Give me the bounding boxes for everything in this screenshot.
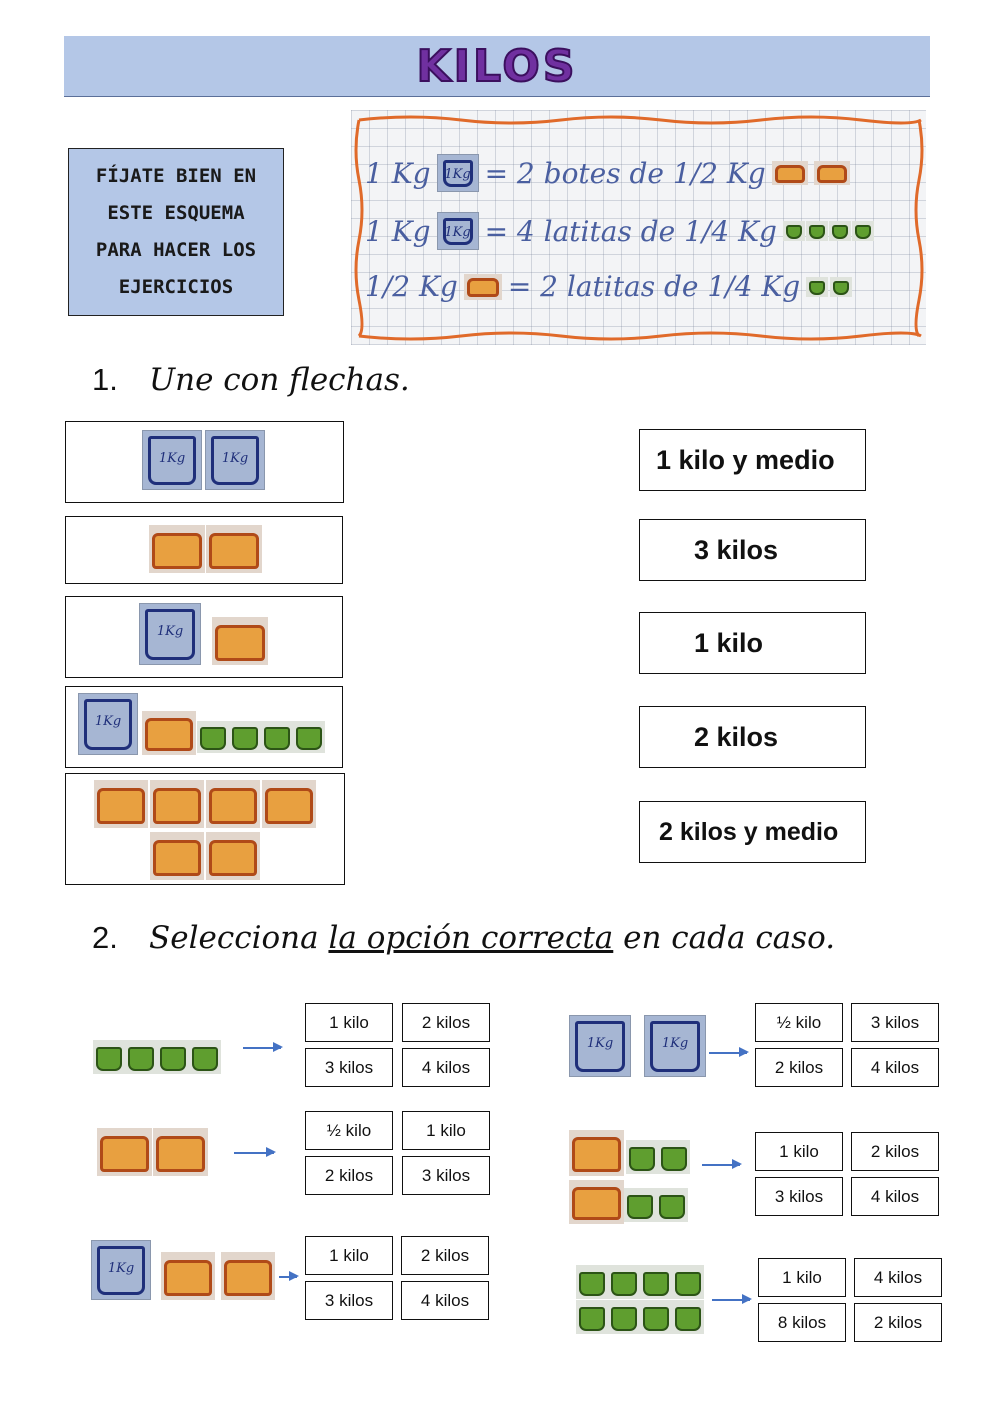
picture-box-5[interactable]	[65, 773, 345, 885]
option-label: 4 kilos	[421, 1057, 471, 1077]
option-button[interactable]	[755, 1003, 843, 1042]
pot-icon	[94, 780, 148, 828]
option-label: 3 kilos	[421, 1165, 471, 1185]
hint-line: ESTE ESQUEMA	[107, 202, 245, 224]
can-icon	[830, 277, 852, 297]
pot-icon	[772, 161, 808, 185]
answer-label: 2 kilos	[694, 721, 779, 752]
can-icon	[852, 221, 874, 241]
picture-box-3[interactable]	[65, 596, 343, 678]
can-icon	[93, 1040, 125, 1074]
option-button[interactable]	[401, 1281, 489, 1320]
can-icon	[640, 1300, 672, 1334]
hint-text	[96, 158, 256, 306]
arrow-icon	[234, 1152, 274, 1154]
option-label: 1 kilo	[779, 1141, 819, 1161]
exercise-2-instruction-start: Selecciona	[149, 920, 329, 956]
can-icon	[658, 1140, 690, 1174]
pot-icon	[814, 161, 850, 185]
arrow-icon	[243, 1047, 281, 1049]
scheme-row-left: 1 Kg	[365, 156, 431, 190]
option-button[interactable]	[854, 1258, 942, 1297]
option-button[interactable]	[755, 1048, 843, 1087]
can-icon	[640, 1265, 672, 1299]
option-button[interactable]	[305, 1003, 393, 1042]
jar-icon	[644, 1015, 706, 1077]
option-label: 4 kilos	[873, 1267, 923, 1287]
can-icon	[197, 721, 229, 753]
scheme-row	[365, 154, 850, 192]
option-label: 2 kilos	[873, 1312, 923, 1332]
scheme-row-left: 1/2 Kg	[365, 270, 458, 303]
option-label: 4 kilos	[870, 1186, 920, 1206]
exercise-2-title	[92, 920, 835, 956]
can-icon	[608, 1300, 640, 1334]
answer-label: 1 kilo	[694, 627, 764, 658]
pot-icon	[153, 1128, 208, 1176]
picture-box-1[interactable]	[65, 421, 344, 503]
jar-icon	[139, 603, 201, 665]
pot-icon	[221, 1252, 275, 1300]
answer-box-1[interactable]	[639, 429, 866, 491]
exercise-2-number: 2.	[92, 920, 118, 955]
option-label: 3 kilos	[324, 1057, 374, 1077]
can-icon	[829, 221, 851, 241]
option-button[interactable]	[305, 1281, 393, 1320]
can-icons	[806, 277, 854, 297]
scheme-row-right: = 4 latitas de 1/4 Kg	[484, 214, 777, 248]
pot-icon	[97, 1128, 152, 1176]
can-icon	[157, 1040, 189, 1074]
option-label: 2 kilos	[324, 1165, 374, 1185]
pot-icon	[150, 832, 204, 880]
option-button[interactable]	[305, 1236, 393, 1275]
option-label: 4 kilos	[870, 1057, 920, 1077]
pot-icon	[149, 525, 205, 573]
answer-box-3[interactable]	[639, 612, 866, 674]
option-button[interactable]	[305, 1156, 393, 1195]
option-button[interactable]	[305, 1111, 393, 1150]
option-label: 2 kilos	[870, 1141, 920, 1161]
jar-icon	[437, 212, 479, 250]
option-label: 3 kilos	[870, 1012, 920, 1032]
pot-icon	[212, 617, 268, 665]
can-icon	[783, 221, 805, 241]
title-bar	[64, 36, 930, 97]
option-label: 1 kilo	[329, 1012, 369, 1032]
arrow-icon	[279, 1276, 297, 1278]
can-icon	[125, 1040, 157, 1074]
pot-icon	[142, 711, 196, 755]
scheme-image	[351, 110, 926, 345]
option-label: 1 kilo	[782, 1267, 822, 1287]
option-button[interactable]	[851, 1177, 939, 1216]
pot-icon	[206, 832, 260, 880]
can-icon	[576, 1300, 608, 1334]
answer-box-4[interactable]	[639, 706, 866, 768]
option-button[interactable]	[401, 1236, 489, 1275]
can-icon	[229, 721, 261, 753]
jar-icon	[142, 430, 202, 490]
pot-icon	[150, 780, 204, 828]
scheme-row-left: 1 Kg	[365, 214, 431, 248]
hint-line: PARA HACER LOS	[95, 239, 257, 261]
option-button[interactable]	[851, 1048, 939, 1087]
can-icon	[806, 221, 828, 241]
option-label: 1 kilo	[426, 1120, 466, 1140]
option-label: 2 kilos	[774, 1057, 824, 1077]
can-icon	[608, 1265, 640, 1299]
exercise-2-instruction-underlined: la opción correcta	[328, 920, 614, 956]
option-button[interactable]	[305, 1048, 393, 1087]
can-icon	[626, 1140, 658, 1174]
exercise-1-instruction: Une con flechas.	[149, 362, 410, 398]
can-icon	[672, 1300, 704, 1334]
answer-label: 2 kilos y medio	[659, 817, 839, 846]
scheme-row-right: = 2 latitas de 1/4 Kg	[507, 270, 801, 303]
pot-icon	[464, 274, 502, 300]
option-label: 2 kilos	[421, 1012, 471, 1032]
can-icon	[806, 277, 828, 297]
option-label: 8 kilos	[777, 1312, 827, 1332]
hint-line: FÍJATE BIEN EN	[95, 165, 257, 187]
page-title: KILOS	[416, 40, 578, 92]
option-label: 3 kilos	[324, 1290, 374, 1310]
can-icon	[293, 721, 325, 753]
jar-icon	[569, 1015, 631, 1077]
arrow-icon	[709, 1052, 747, 1054]
option-label: ½ kilo	[776, 1012, 822, 1032]
option-button[interactable]	[758, 1303, 846, 1342]
option-label: 4 kilos	[420, 1290, 470, 1310]
answer-label: 3 kilos	[694, 534, 779, 565]
can-icon	[576, 1265, 608, 1299]
can-icon	[624, 1188, 656, 1222]
arrow-icon	[712, 1299, 750, 1301]
can-icon	[656, 1188, 688, 1222]
option-button[interactable]	[755, 1177, 843, 1216]
option-button[interactable]	[402, 1156, 490, 1195]
option-button[interactable]	[851, 1003, 939, 1042]
scheme-row	[365, 212, 875, 250]
option-label: 2 kilos	[420, 1245, 470, 1265]
jar-icon	[78, 693, 138, 755]
scheme-row-right: = 2 botes de 1/2 Kg	[484, 156, 766, 190]
answer-label: 1 kilo y medio	[656, 444, 835, 475]
hint-line: EJERCICIOS	[118, 276, 234, 298]
option-label: 3 kilos	[774, 1186, 824, 1206]
option-button[interactable]	[402, 1111, 490, 1150]
option-button[interactable]	[851, 1132, 939, 1171]
jar-icon	[437, 154, 479, 192]
option-button[interactable]	[755, 1132, 843, 1171]
pot-icon	[206, 525, 262, 573]
answer-box-2[interactable]	[639, 519, 866, 581]
pot-icon	[206, 780, 260, 828]
picture-box-2[interactable]	[65, 516, 343, 584]
option-button[interactable]	[402, 1048, 490, 1087]
option-button[interactable]	[758, 1258, 846, 1297]
can-icon	[189, 1040, 221, 1074]
option-button[interactable]	[402, 1003, 490, 1042]
pot-icon	[262, 780, 316, 828]
pot-icon	[161, 1252, 215, 1300]
arrow-icon	[702, 1164, 740, 1166]
pot-icon	[569, 1180, 624, 1224]
option-label: ½ kilo	[326, 1120, 372, 1140]
answer-box-5[interactable]	[639, 801, 866, 863]
exercise-2-instruction-end: en cada caso.	[613, 920, 836, 956]
option-button[interactable]	[854, 1303, 942, 1342]
jar-icon	[91, 1240, 151, 1300]
picture-box-4[interactable]	[65, 686, 343, 768]
jar-icon	[205, 430, 265, 490]
pot-icon	[569, 1130, 624, 1176]
can-icons	[783, 221, 875, 241]
can-icon	[672, 1265, 704, 1299]
scheme-row	[365, 270, 854, 303]
can-icon	[261, 721, 293, 753]
hint-box	[68, 148, 284, 316]
exercise-1-number: 1.	[92, 362, 118, 397]
option-label: 1 kilo	[329, 1245, 369, 1265]
exercise-1-title	[92, 362, 410, 398]
